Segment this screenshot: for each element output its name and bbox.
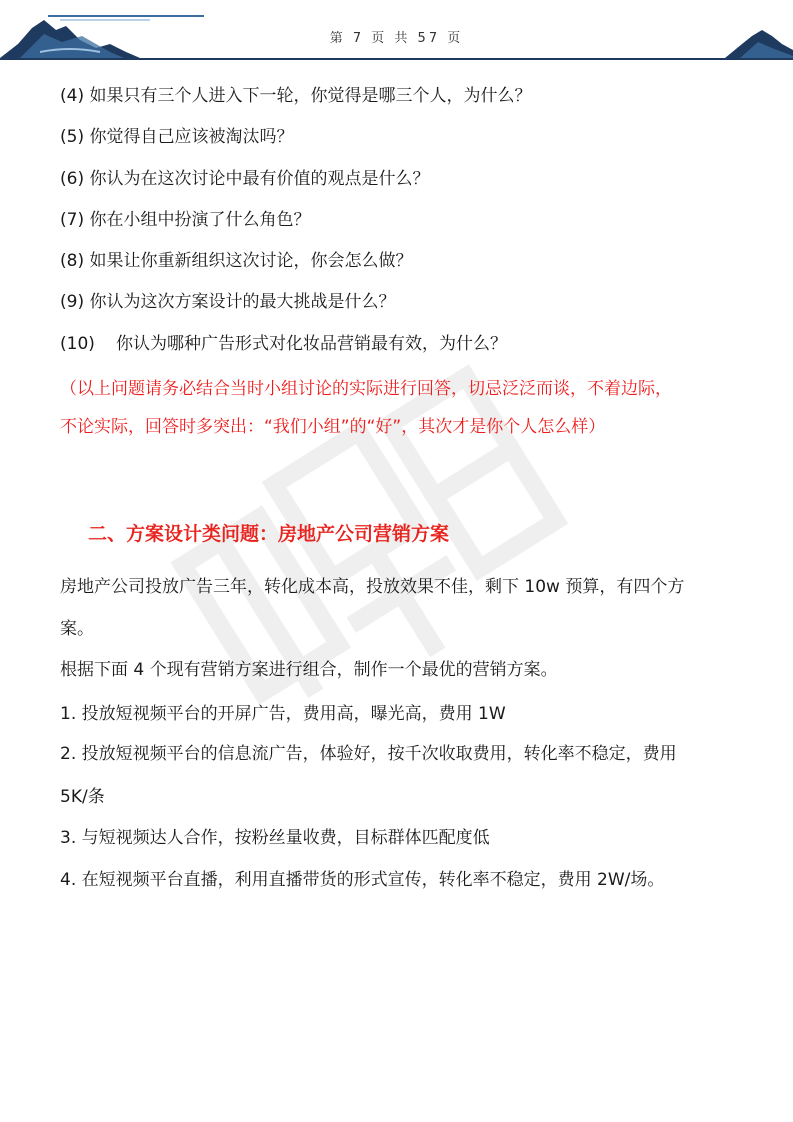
plan-item-4: 4. 在短视频平台直播，利用直播带货的形式宣传，转化率不稳定，费用 2W/场。 — [60, 870, 665, 890]
page-header — [0, 0, 793, 62]
question-4: (4) 如果只有三个人进入下一轮，你觉得是哪三个人，为什么？ — [60, 86, 532, 106]
question-7: (7) 你在小组中扮演了什么角色？ — [60, 210, 311, 230]
note-line-1: （以上问题请务必结合当时小组讨论的实际进行回答，切忌泛泛而谈，不着边际， — [60, 379, 672, 399]
plan-item-2: 2. 投放短视频平台的信息流广告，体验好，按千次收取费用，转化率不稳定，费用 — [60, 744, 677, 764]
intro-line-1: 房地产公司投放广告三年，转化成本高，投放效果不佳，剩下 10w 预算，有四个方 — [60, 577, 685, 597]
page-number: 第 7 页 共 57 页 — [329, 31, 464, 46]
question-10-text: 你认为哪种广告形式对化妆品营销最有效，为什么？ — [116, 334, 507, 354]
plan-item-2-cont: 5K/条 — [60, 787, 105, 807]
intro-line-2: 案。 — [60, 619, 94, 639]
task-line: 根据下面 4 个现有营销方案进行组合，制作一个最优的营销方案。 — [60, 660, 558, 680]
question-9: (9) 你认为这次方案设计的最大挑战是什么？ — [60, 292, 396, 312]
section-heading: 二、方案设计类问题：房地产公司营销方案 — [88, 523, 450, 545]
question-10 — [60, 333, 507, 355]
question-6: (6) 你认为在这次讨论中最有价值的观点是什么？ — [60, 169, 430, 189]
note-line-2: 不论实际，回答时多突出：“我们小组”的“好”，其次才是你个人怎么样） — [60, 417, 606, 437]
question-5: (5) 你觉得自己应该被淘汰吗？ — [60, 127, 294, 147]
plan-item-1: 1. 投放短视频平台的开屏广告，费用高，曝光高，费用 1W — [60, 704, 506, 724]
plan-item-3: 3. 与短视频达人合作，按粉丝量收费，目标群体匹配度低 — [60, 828, 490, 848]
question-8: (8) 如果让你重新组织这次讨论，你会怎么做？ — [60, 251, 413, 271]
question-10-number: (10) — [60, 334, 95, 354]
